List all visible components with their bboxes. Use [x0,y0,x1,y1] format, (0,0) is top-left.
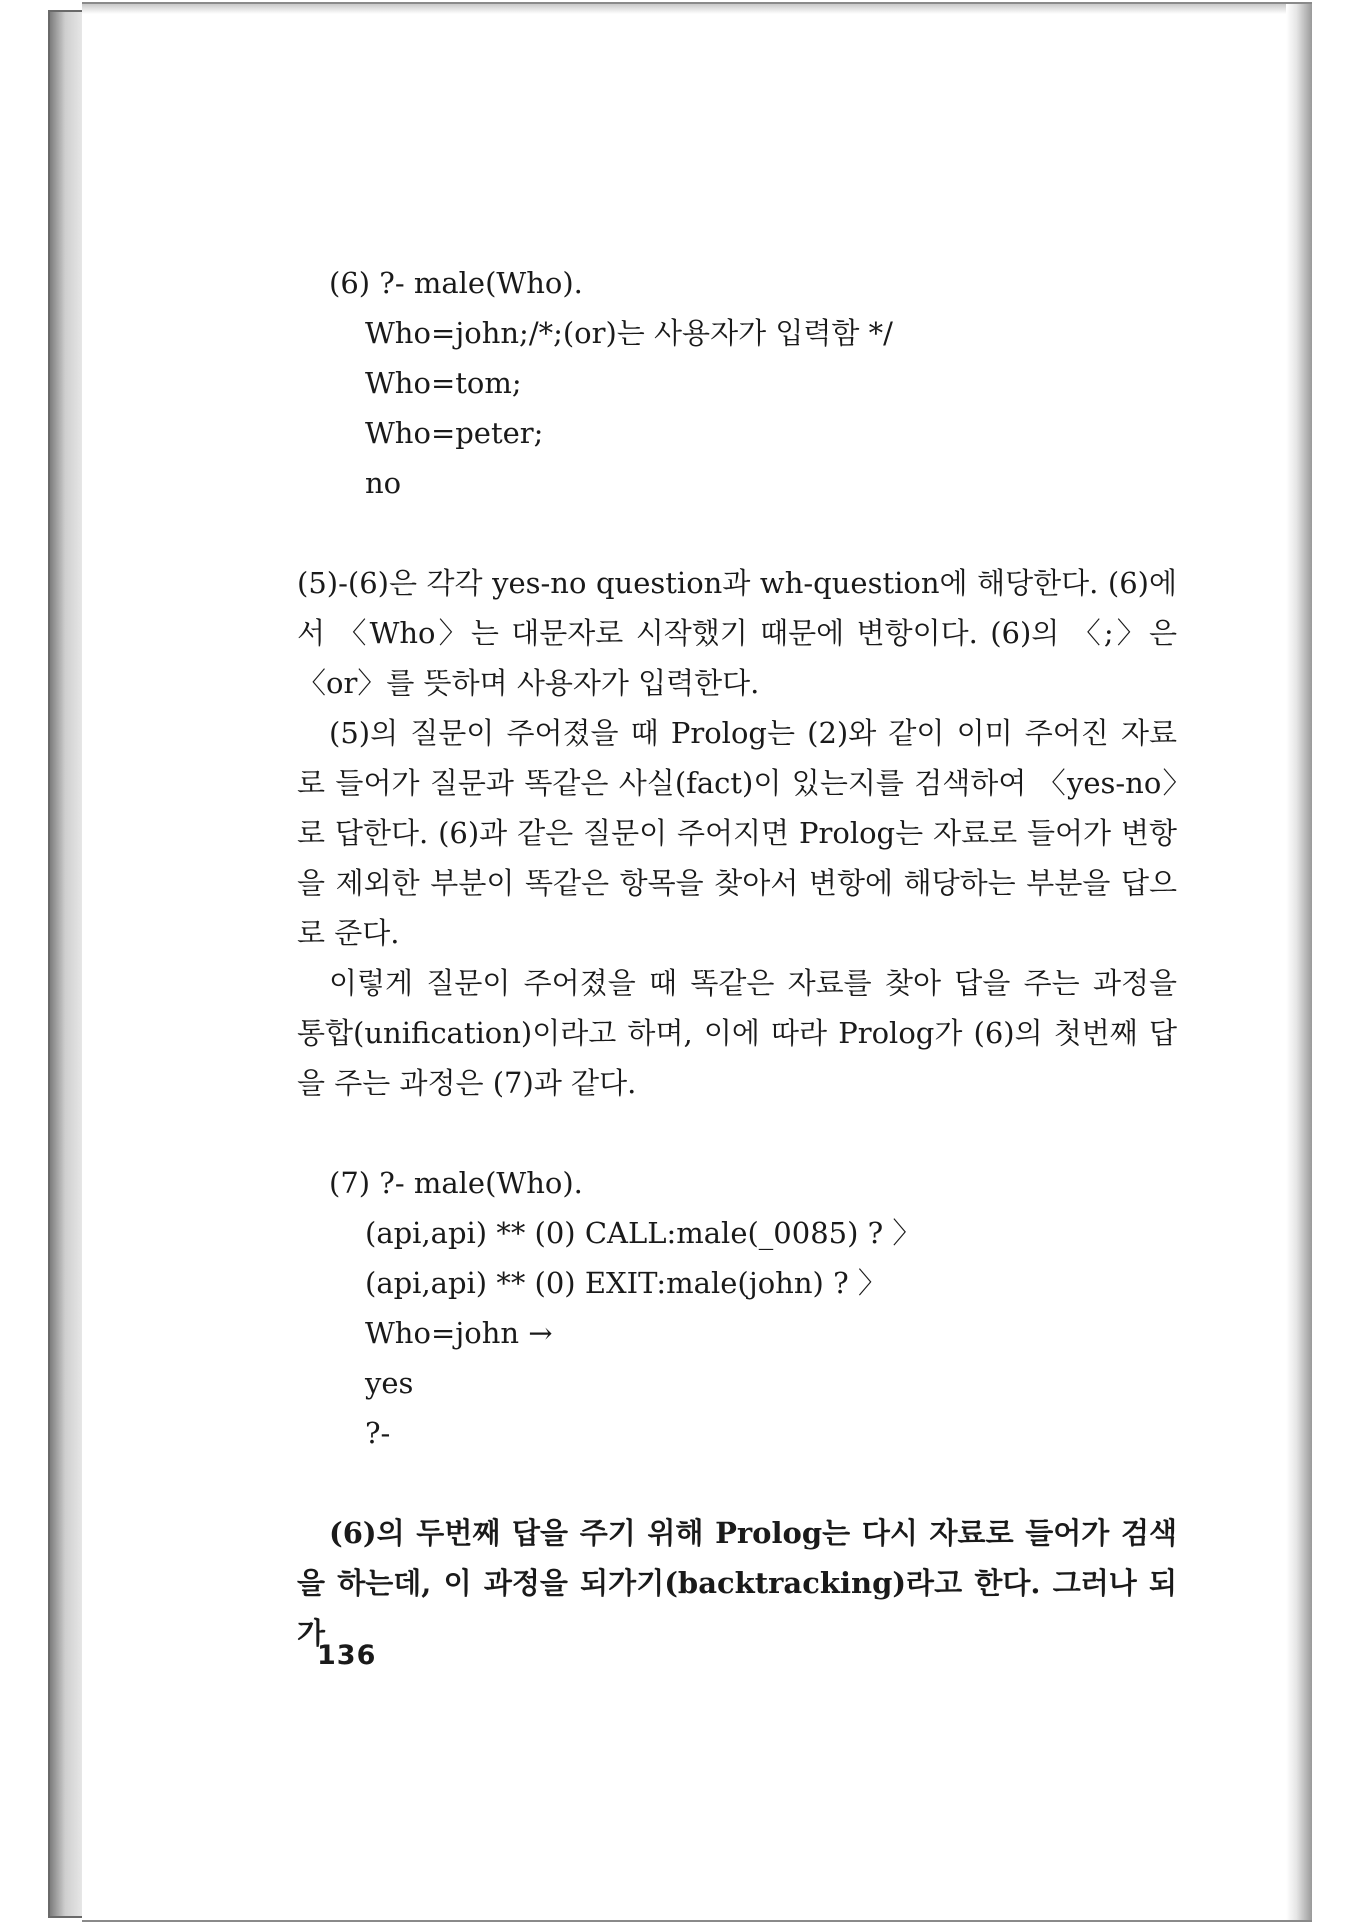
example-6-line: no [365,466,402,500]
example-7-block [297,1158,1177,1458]
body-paragraph: 이렇게 질문이 주어졌을 때 똑같은 자료를 찾아 답을 주는 과정을 통합(unification)이라고 하며, 이에 따라 Prolog가 (6)의 첫번째 답을 주는 과정은 (7)과 같다. [297,966,1177,1100]
spacer [297,1458,1177,1508]
spacer [297,1108,1177,1158]
final-paragraph: (6)의 두번째 답을 주기 위해 Prolog는 다시 자료로 들어가 검색을 하는데, 이 과정을 되가기(backtracking)라고 한다. 그러나 되가 [297,1516,1177,1650]
example-6-block [297,258,1177,508]
example-6-line: Who=tom; [365,366,522,400]
example-7-query: (7) ?- male(Who). [329,1166,583,1200]
example-7-line: (api,api) ** (0) CALL:male(_0085) ? 〉 [365,1216,922,1250]
page-right-edge [1286,4,1312,1920]
example-6-line: Who=john;/*;(or)는 사용자가 입력함 */ [365,316,893,350]
page-number: 136 [317,1640,377,1671]
book-spine [48,10,86,1918]
example-6-line: Who=peter; [365,416,544,450]
body-paragraph: (5)-(6)은 각각 yes-no question과 wh-question에 해당한다. (6)에서 〈Who〉는 대문자로 시작했기 때문에 변항이다. (6)의 〈;〉은 〈or〉를 뜻하며 사용자가 입력한다. [297,566,1177,700]
example-7-line: Who=john → [365,1316,553,1350]
example-6-query: (6) ?- male(Who). [329,266,583,300]
example-7-line: yes [365,1366,414,1400]
spacer [297,508,1177,558]
page-content [297,258,1177,1658]
body-paragraph: (5)의 질문이 주어졌을 때 Prolog는 (2)와 같이 이미 주어진 자료로 들어가 질문과 똑같은 사실(fact)이 있는지를 검색하여 〈yes-no〉로 답한다. (6)과 같은 질문이 주어지면 Prolog는 자료로 들어가 변항을 제외한 부분이 똑같은 항목을 찾아서 변항에 해당하는 부분을 답으로 준다. [297,716,1177,950]
page-top-edge [82,4,1312,14]
example-7-line: ?- [365,1416,391,1450]
example-7-line: (api,api) ** (0) EXIT:male(john) ? 〉 [365,1266,887,1300]
